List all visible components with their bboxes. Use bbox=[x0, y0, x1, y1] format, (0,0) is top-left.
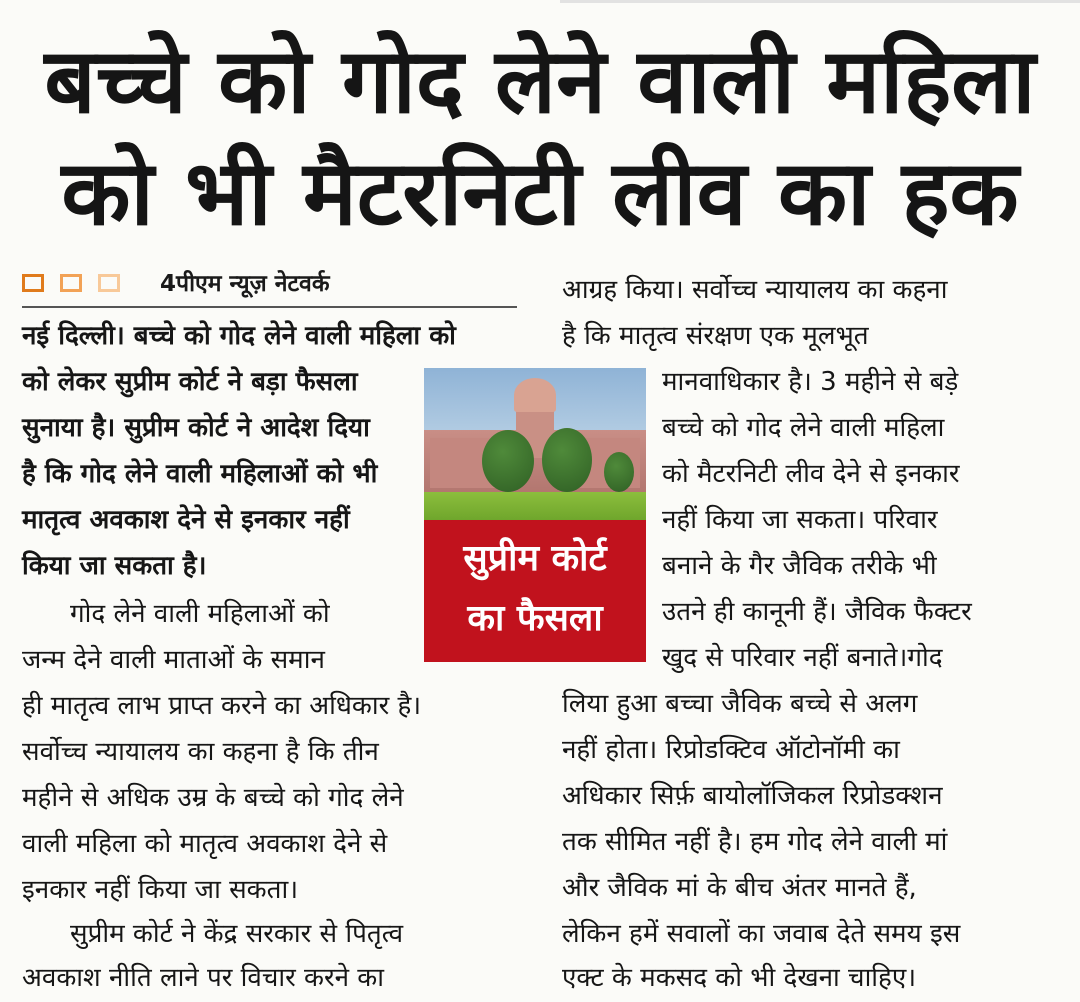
body-right-line: मानवाधिकार है। 3 महीने से बड़े bbox=[662, 367, 959, 397]
headline-line-2: को भी मैटरनिटी लीव का हक bbox=[61, 141, 1019, 246]
body-right-line: नहीं किया जा सकता। परिवार bbox=[662, 505, 938, 535]
caption-line-2: का फैसला bbox=[467, 598, 603, 639]
body-right-line: और जैविक मां के बीच अंतर मानते हैं, bbox=[562, 873, 917, 903]
lead-line: मातृत्व अवकाश देने से इनकार नहीं bbox=[22, 505, 350, 535]
lead-line: नई दिल्ली। बच्चे को गोद लेने वाली महिला को bbox=[22, 321, 456, 351]
caption-line-1: सुप्रीम कोर्ट bbox=[463, 538, 607, 579]
body-right-line: एक्ट के मकसद को भी देखना चाहिए। bbox=[562, 963, 917, 993]
lead-line: को लेकर सुप्रीम कोर्ट ने बड़ा फैसला bbox=[22, 367, 358, 397]
headline-line-1: बच्चे को गोद लेने वाली महिला bbox=[44, 29, 1036, 134]
body-left-line: गोद लेने वाली महिलाओं को bbox=[70, 599, 330, 629]
body-left-line: अवकाश नीति लाने पर विचार करने का bbox=[22, 963, 385, 993]
top-rule bbox=[560, 0, 1080, 3]
lead-line: सुनाया है। सुप्रीम कोर्ट ने आदेश दिया bbox=[22, 413, 370, 443]
body-right-line: लेकिन हमें सवालों का जवाब देते समय इस bbox=[562, 919, 961, 949]
body-right-line: लिया हुआ बच्चा जैविक बच्चे से अलग bbox=[562, 689, 918, 719]
square-icon bbox=[60, 274, 82, 292]
body-right-line: अधिकार सिर्फ़ बायोलॉजिकल रिप्रोडक्शन bbox=[562, 781, 943, 811]
body-left-line: सर्वोच्च न्यायालय का कहना है कि तीन bbox=[22, 737, 379, 767]
headline bbox=[0, 26, 1080, 250]
byline-divider bbox=[22, 306, 517, 308]
caption-box bbox=[424, 520, 646, 662]
body-left-line: महीने से अधिक उम्र के बच्चे को गोद लेने bbox=[22, 783, 404, 813]
body-right-line: तक सीमित नहीं है। हम गोद लेने वाली मां bbox=[562, 827, 948, 857]
body-right-line: आग्रह किया। सर्वोच्च न्यायालय का कहना bbox=[562, 275, 948, 305]
body-right-line: को मैटरनिटी लीव देने से इनकार bbox=[662, 459, 960, 489]
body-right-line: नहीं होता। रिप्रोडक्टिव ऑटोनॉमी का bbox=[562, 735, 900, 765]
supreme-court-photo bbox=[424, 368, 646, 520]
body-right-line: उतने ही कानूनी हैं। जैविक फैक्टर bbox=[662, 597, 972, 627]
body-right-line: बच्चे को गोद लेने वाली महिला bbox=[662, 413, 945, 443]
body-left-line: वाली महिला को मातृत्व अवकाश देने से bbox=[22, 829, 388, 859]
square-icon bbox=[98, 274, 120, 292]
byline: 4पीएम न्यूज़ नेटवर्क bbox=[160, 271, 330, 297]
byline-row bbox=[22, 268, 517, 302]
body-left-line: ही मातृत्व लाभ प्राप्त करने का अधिकार है। bbox=[22, 691, 422, 721]
body-right-line: खुद से परिवार नहीं बनाते।गोद bbox=[662, 643, 943, 673]
body-left-line: जन्म देने वाली माताओं के समान bbox=[22, 645, 325, 675]
lead-line: है कि गोद लेने वाली महिलाओं को भी bbox=[22, 459, 378, 489]
body-right-line: बनाने के गैर जैविक तरीके भी bbox=[662, 551, 937, 581]
lead-line: किया जा सकता है। bbox=[22, 551, 207, 581]
body-left-line: सुप्रीम कोर्ट ने केंद्र सरकार से पितृत्व bbox=[70, 919, 404, 949]
body-right-line: है कि मातृत्व संरक्षण एक मूलभूत bbox=[562, 321, 869, 351]
square-icon bbox=[22, 274, 44, 292]
body-left-line: इनकार नहीं किया जा सकता। bbox=[22, 875, 299, 905]
